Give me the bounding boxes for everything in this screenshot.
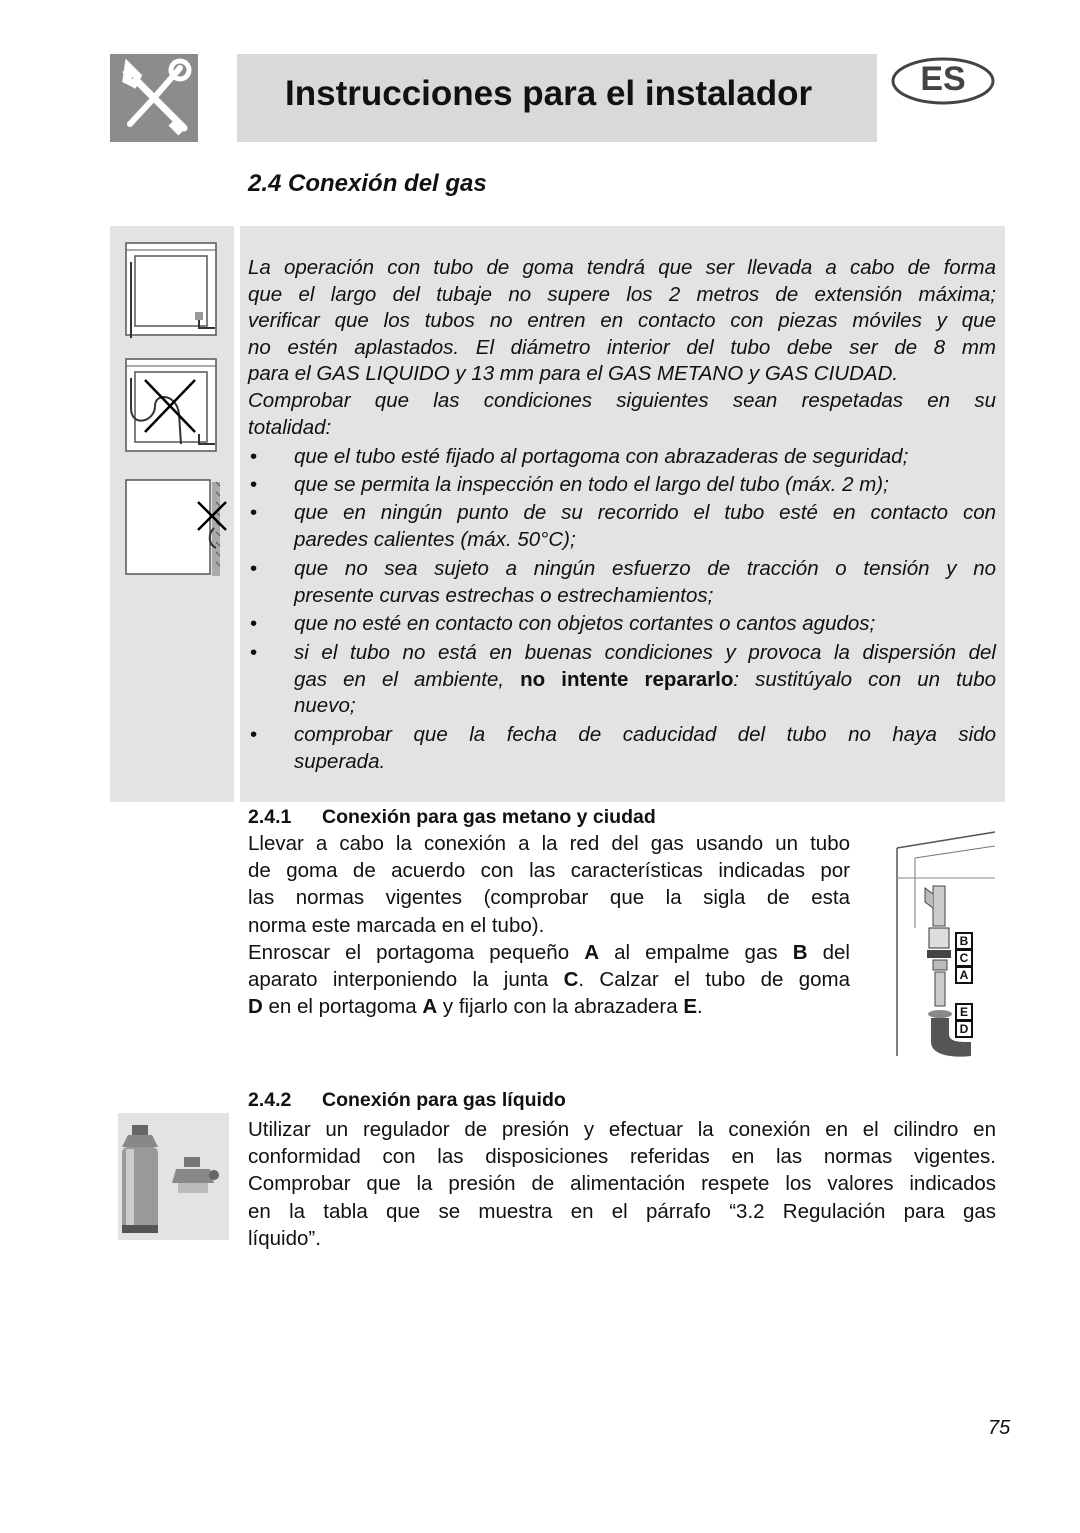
page-number: 75	[988, 1417, 1011, 1439]
section-title: 2.4 Conexión del gas	[248, 170, 487, 197]
paragraph-line: D en el portagoma A y fijarlo con la abrazadera E.	[248, 995, 703, 1019]
intro-line: que el largo del tubaje no supere los 2 metros de extensión máxima;	[248, 282, 996, 306]
paragraph-line: en la tabla que se muestra en el párrafo “3.2 Regulación para gas	[248, 1199, 996, 1223]
metano-paragraph	[248, 830, 850, 1020]
intro-paragraph	[248, 255, 996, 441]
list-item-text: que el tubo esté fijado al portagoma con abrazaderas de seguridad;	[294, 445, 909, 468]
bullet-icon: •	[250, 473, 258, 496]
language-badge	[890, 55, 996, 107]
paragraph-line: líquido”.	[248, 1226, 321, 1250]
intro-line: para el GAS LIQUIDO y 13 mm para el GAS METANO y GAS CIUDAD.	[248, 362, 899, 386]
list-item-text: gas en el ambiente, no intente repararlo: sustitúyalo con un tubo	[294, 667, 996, 691]
paragraph-line: aparato interponiendo la junta C. Calzar el tubo de goma	[248, 968, 850, 992]
paragraph-line: las normas vigentes (comprobar que la sigla de esta	[248, 886, 850, 910]
paragraph-line: conformidad con las disposiciones referidas en las normas vigentes.	[248, 1145, 996, 1169]
intro-line: verificar que los tubos no entren en contacto con piezas móviles y que	[248, 309, 996, 333]
list-item-text: que en ningún punto de su recorrido el tubo esté en contacto con	[294, 501, 996, 524]
bullet-icon: •	[250, 445, 258, 468]
intro-line: totalidad:	[248, 415, 332, 439]
liquido-paragraph	[248, 1116, 996, 1252]
list-item-text: paredes calientes (máx. 50°C);	[294, 527, 576, 551]
paragraph-line: Utilizar un regulador de presión y efectuar la conexión en el cilindro en	[248, 1118, 996, 1141]
correct-hose-figure	[125, 242, 221, 342]
list-item-text: que no esté en contacto con objetos cortantes o cantos agudos;	[294, 612, 876, 635]
intro-line: Comprobar que las condiciones siguientes sean respetadas en su	[248, 388, 996, 412]
list-item-text: nuevo;	[294, 694, 356, 718]
intro-line: no estén aplastados. El diámetro interior del tubo debe ser de 8 mm	[248, 335, 996, 359]
language-badge-label: ES	[920, 60, 966, 98]
fitting-label: E	[955, 1003, 973, 1021]
fitting-label: C	[955, 949, 973, 967]
tools-icon	[110, 54, 198, 142]
list-item-text: si el tubo no está en buenas condiciones y provoca la dispersión del	[294, 641, 996, 664]
fitting-label: A	[955, 966, 973, 984]
subsection-title-liquido: 2.4.2 Conexión para gas líquido	[248, 1089, 566, 1111]
bullet-icon: •	[250, 612, 258, 635]
hot-wall-figure	[124, 478, 230, 578]
gas-cylinder-figure	[118, 1113, 229, 1240]
list-item-text: presente curvas estrechas o estrechamientos;	[294, 583, 714, 607]
paragraph-line: Llevar a cabo la conexión a la red del gas usando un tubo	[248, 832, 850, 855]
paragraph-line: Enroscar el portagoma pequeño A al empalme gas B del	[248, 940, 850, 964]
list-item-text: que no sea sujeto a ningún esfuerzo de tracción o tensión y no	[294, 557, 996, 580]
subsection-title-metano: 2.4.1 Conexión para gas metano y ciudad	[248, 806, 656, 828]
wrong-hose-figure	[125, 358, 221, 458]
gas-fitting-diagram	[895, 828, 997, 1058]
list-item-text: comprobar que la fecha de caducidad del tubo no haya sido	[294, 723, 996, 746]
bullet-icon: •	[250, 641, 258, 664]
intro-line: La operación con tubo de goma tendrá que ser llevada a cabo de forma	[248, 256, 996, 279]
list-item-text: que se permita la inspección en todo el largo del tubo (máx. 2 m);	[294, 473, 889, 496]
bullet-icon: •	[250, 501, 258, 524]
paragraph-line: norma este marcada en el tubo).	[248, 913, 545, 937]
fitting-label: D	[955, 1020, 973, 1038]
fitting-label: B	[955, 932, 973, 950]
list-item-text: superada.	[294, 749, 386, 773]
paragraph-line: Comprobar que la presión de alimentación respete los valores indicados	[248, 1172, 996, 1196]
page-header-title: Instrucciones para el instalador	[285, 74, 813, 113]
bullet-icon: •	[250, 557, 258, 580]
bullet-icon: •	[250, 723, 258, 746]
paragraph-line: de goma de acuerdo con las características indicadas por	[248, 859, 850, 883]
